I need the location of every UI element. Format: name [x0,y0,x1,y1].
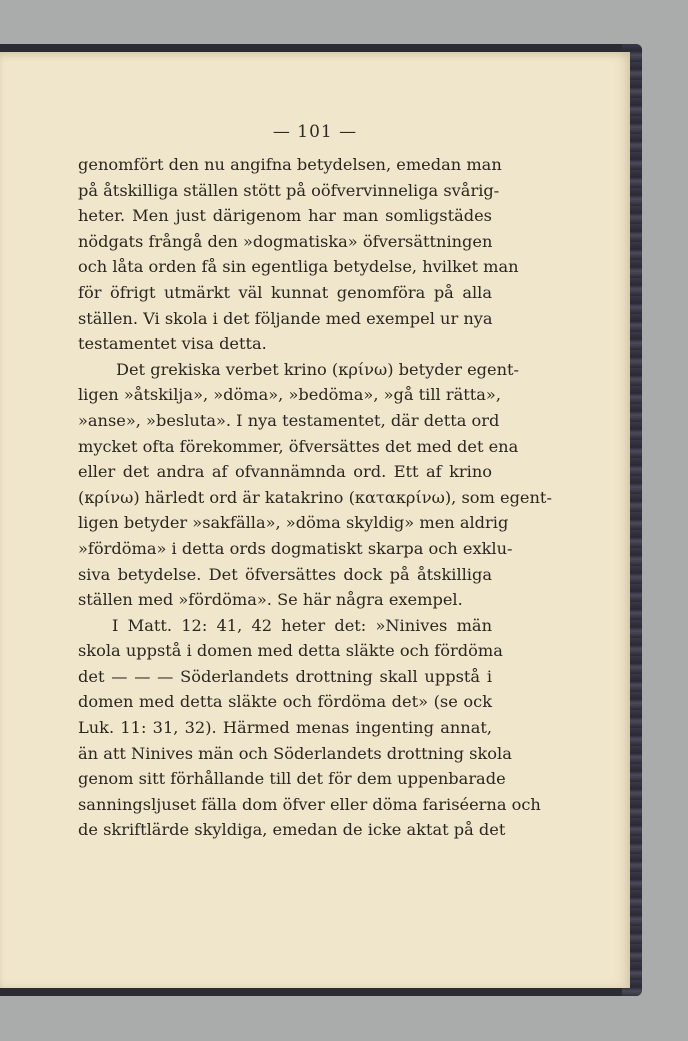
text-line: genom sitt förhållande till det för dem uppenbarade [78,769,506,789]
book-page [0,52,630,988]
text-line: genomfört den nu angifna betydelsen, emedan man [78,155,502,174]
page-number: — 101 — [272,122,358,142]
text-line: (κρίνω) härledt ord är katakrino (κατακρίνω), som egent- [78,487,552,507]
text-line: heter. Men just därigenom har man somligstädes [78,206,492,226]
text-line: I Matt. 12: 41, 42 heter det: »Ninives män [112,615,492,635]
text-line: nödgats frångå den »dogmatiska» öfversättningen [78,231,493,251]
text-line: ställen med »fördöma». Se här några exempel. [78,590,463,610]
text-line: »fördöma» i detta ords dogmatiskt skarpa och exklu- [78,538,513,558]
text-line: skola uppstå i domen med detta släkte och fördöma [78,641,503,661]
text-line: än att Ninives män och Söderlandets drottning skola [78,743,512,763]
text-line: för öfrigt utmärkt väl kunnat genomföra på alla [78,282,492,302]
text-line: Det grekiska verbet krino (κρίνω) betyder egent- [116,359,520,379]
text-line: »anse», »besluta». I nya testamentet, där detta ord [78,410,500,430]
text-line: de skriftlärde skyldiga, emedan de icke aktat på det [78,820,506,840]
text-line: siva betydelse. Det öfversättes dock på åtskilliga [78,564,492,584]
text-line: mycket ofta förekommer, öfversättes det med det ena [78,436,519,456]
text-line: eller det andra af ofvannämnda ord. Ett af krino [78,462,492,482]
text-line: ligen betyder »sakfälla», »döma skyldig» men aldrig [78,513,509,533]
text-line: och låta orden få sin egentliga betydelse, hvilket man [78,257,519,277]
text-line: på åtskilliga ställen stött på oöfvervinneliga svårig- [78,180,500,200]
text-line: det — — — Söderlandets drottning skall uppstå i [78,666,492,686]
text-line: testamentet visa detta. [78,334,267,354]
text-line: domen med detta släkte och fördöma det» (se ock [78,692,492,712]
text-line: ligen »åtskilja», »döma», »bedöma», »gå till rätta», [78,385,501,405]
text-line: Luk. 11: 31, 32). Härmed menas ingenting annat, [78,718,492,738]
text-line: sanningsljuset fälla dom öfver eller döma fariséerna och [78,794,541,814]
text-line: ställen. Vi skola i det följande med exempel ur nya [78,308,493,328]
page-body-text [78,152,552,843]
